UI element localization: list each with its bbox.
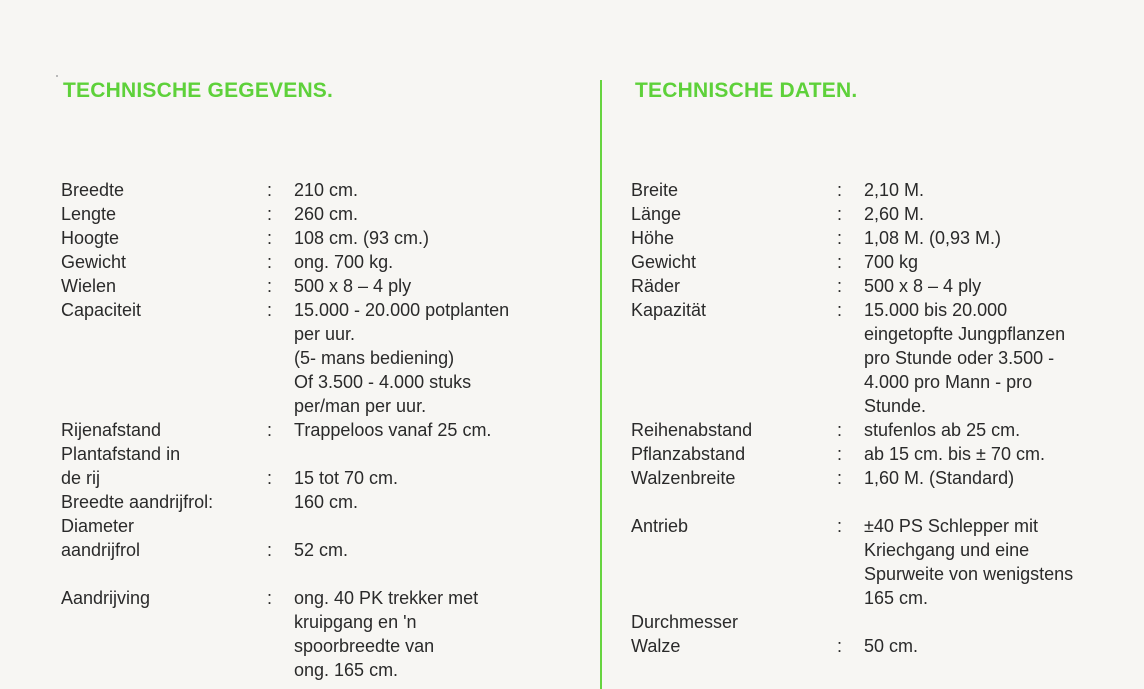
spec-value-line: 2,10 M. [864,180,925,200]
spec-value [294,298,509,418]
row-spacer [61,562,509,586]
spec-value [864,514,1073,610]
spec-label: Pflanzabstand [631,444,746,464]
spec-colon: : [837,468,843,488]
spec-value [864,226,1001,250]
page-mark [56,75,58,77]
spec-label: Walze [631,636,681,656]
spec-list-german [631,178,1073,658]
spec-colon: : [837,276,843,296]
spec-colon: : [267,540,273,560]
spec-label: Diameter [61,516,135,536]
spec-value [294,586,478,682]
spec-value-line: Kriechgang und eine [864,540,1030,560]
spec-value-line [294,514,299,538]
spec-label: de rij [61,468,101,488]
spec-colon: : [267,276,273,296]
spec-row [61,418,509,442]
spec-label: Breite [631,180,679,200]
spec-row [61,178,509,202]
spec-row [61,274,509,298]
spec-value [294,490,358,514]
spec-value [864,298,1065,418]
spec-value [864,202,924,226]
spec-value [294,226,429,250]
spec-label: Länge [631,204,682,224]
spec-value [294,514,299,538]
spec-value-line: per uur. [294,324,356,344]
spec-value [294,202,358,226]
spec-colon: : [267,588,273,608]
spec-value [294,250,393,274]
spec-row [631,610,1073,634]
spec-value [294,442,299,466]
spec-row [631,418,1073,442]
spec-value-line: 500 x 8 – 4 ply [294,276,412,296]
spec-value [864,250,918,274]
spec-colon: : [267,180,273,200]
spec-row [631,250,1073,274]
spec-value [864,274,981,298]
spec-colon [265,442,294,466]
spec-label: Reihenabstand [631,420,753,440]
spec-row [631,298,1073,418]
spec-value-line: ong. 40 PK trekker met [294,588,479,608]
spec-label: Breedte aandrijfrol: [61,492,214,512]
spec-value-line: ab 15 cm. bis ± 70 cm. [864,444,1045,464]
spec-colon: : [267,468,273,488]
spec-value-line: per/man per uur. [294,396,427,416]
spec-value-line: Stunde. [864,396,927,416]
spec-row [61,514,509,538]
spec-row [631,514,1073,610]
spec-colon: : [267,252,273,272]
spec-value-line: Trappeloos vanaf 25 cm. [294,420,492,440]
spec-value-line: 1,60 M. (Standard) [864,468,1015,488]
spec-label: Hoogte [61,228,120,248]
spec-colon: : [837,204,843,224]
spec-value-line [294,442,299,466]
spec-value-line: 50 cm. [864,636,919,656]
spec-row [61,586,509,682]
spec-row [631,226,1073,250]
heading-german: TECHNISCHE DATEN. [635,79,858,102]
spec-value-line: pro Stunde oder 3.500 - [864,348,1055,368]
spec-colon: : [837,420,843,440]
spec-row [631,466,1073,490]
spec-label: Antrieb [631,516,689,536]
spec-colon: : [267,228,273,248]
spec-colon: : [267,300,273,320]
spec-value-line: eingetopfte Jungpflanzen [864,324,1066,344]
spec-value-line: 700 kg [864,252,919,272]
column-divider [600,80,602,689]
spec-value-line: Spurweite von wenigstens [864,564,1074,584]
spec-colon: : [837,180,843,200]
spec-row [631,178,1073,202]
spec-value-line: Of 3.500 - 4.000 stuks [294,372,472,392]
spec-label: Capaciteit [61,300,142,320]
spec-value [294,538,348,562]
spec-row [631,274,1073,298]
spec-colon: : [837,636,843,656]
spec-row [61,466,509,490]
spec-row [61,298,509,418]
spec-colon: : [837,300,843,320]
spec-value [864,610,869,634]
spec-value-line: 4.000 pro Mann - pro [864,372,1033,392]
spec-value-line: stufenlos ab 25 cm. [864,420,1021,440]
spec-value-line: 500 x 8 – 4 ply [864,276,982,296]
spec-label: Gewicht [631,252,697,272]
spec-value [294,274,411,298]
spec-row [61,490,509,514]
spec-value [864,418,1020,442]
spec-label: Lengte [61,204,117,224]
spec-value-line: 2,60 M. [864,204,925,224]
spec-value-line: ong. 165 cm. [294,660,399,680]
spec-value-line: ±40 PS Schlepper mit [864,516,1038,536]
spec-value-line: 15.000 bis 20.000 [864,300,1008,320]
row-spacer [631,490,1073,514]
spec-label: Walzenbreite [631,468,736,488]
spec-row [631,202,1073,226]
spec-colon [265,514,294,538]
spec-colon [265,490,294,514]
spec-colon: : [837,516,843,536]
spec-value [294,466,398,490]
spec-label: Räder [631,276,681,296]
spec-colon: : [837,444,843,464]
spec-colon [835,610,864,634]
spec-label: Durchmesser [631,612,739,632]
spec-value-line: 210 cm. [294,180,359,200]
spec-colon: : [837,228,843,248]
spec-row [61,538,509,562]
spec-value-line: 15 tot 70 cm. [294,468,399,488]
spec-label: Wielen [61,276,117,296]
spec-value-line: 165 cm. [864,588,929,608]
spec-label: Gewicht [61,252,127,272]
spec-row [61,226,509,250]
spec-value-line [864,610,869,634]
spec-value-line: 160 cm. [294,492,359,512]
spec-value [864,442,1045,466]
spec-colon: : [837,252,843,272]
spec-row [61,442,509,466]
spec-value-line: (5- mans bediening) [294,348,455,368]
spec-value [864,634,918,658]
spec-value [864,178,924,202]
spec-label: Aandrijving [61,588,151,608]
spec-value-line: ong. 700 kg. [294,252,394,272]
spec-label: Plantafstand in [61,444,181,464]
spec-row [61,202,509,226]
spec-row [631,634,1073,658]
spec-value-line: 15.000 - 20.000 potplanten [294,300,510,320]
spec-label: Breedte [61,180,125,200]
spec-value [294,418,491,442]
spec-value-line: 52 cm. [294,540,349,560]
heading-dutch: TECHNISCHE GEGEVENS. [63,79,334,102]
spec-value [864,466,1014,490]
spec-colon: : [267,420,273,440]
spec-value-line: 108 cm. (93 cm.) [294,228,430,248]
spec-value-line: 1,08 M. (0,93 M.) [864,228,1002,248]
spec-label: aandrijfrol [61,540,141,560]
spec-colon: : [267,204,273,224]
spec-value-line: kruipgang en 'n [294,612,417,632]
spec-row [61,250,509,274]
spec-label: Höhe [631,228,675,248]
spec-label: Rijenafstand [61,420,162,440]
spec-label: Kapazität [631,300,707,320]
spec-value-line: spoorbreedte van [294,636,435,656]
spec-list-dutch [61,178,509,682]
spec-value-line: 260 cm. [294,204,359,224]
spec-row [631,442,1073,466]
spec-value [294,178,358,202]
